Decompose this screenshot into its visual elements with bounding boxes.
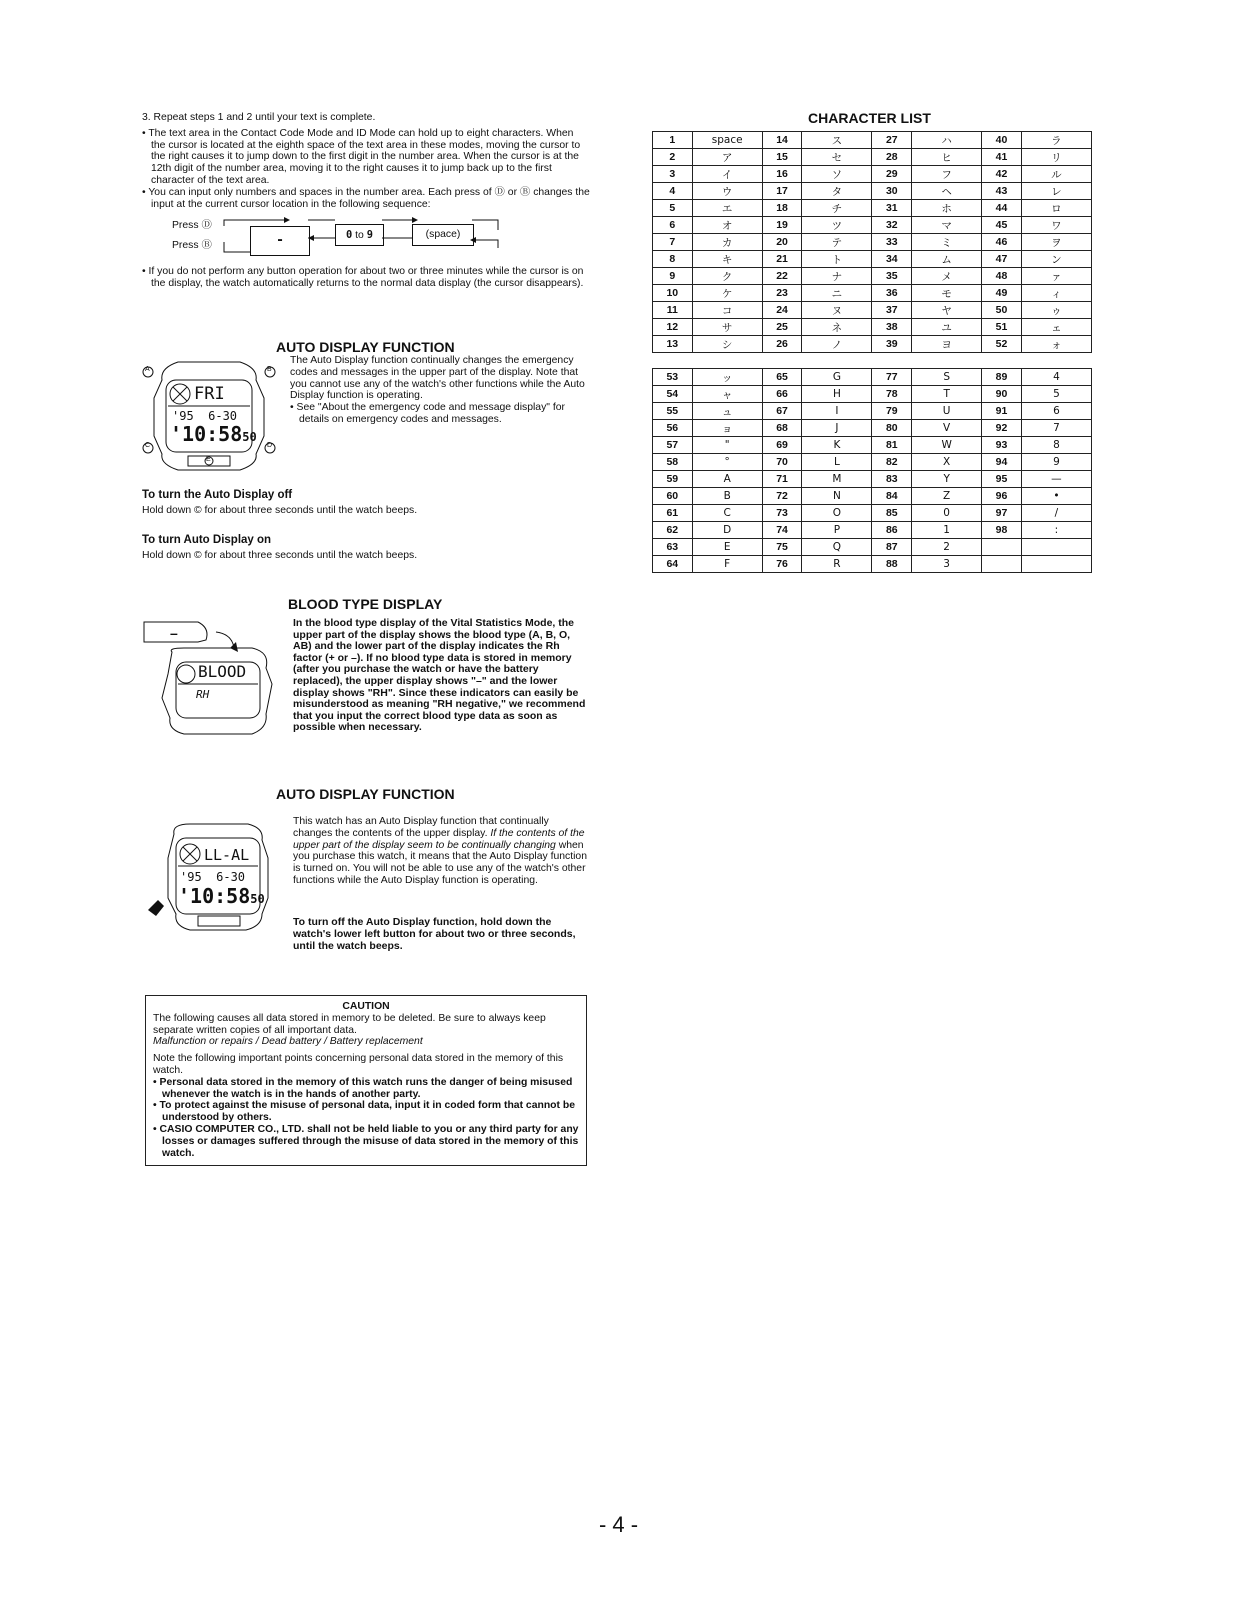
char-code: 2 (653, 149, 693, 166)
sequence-digits-box (335, 224, 384, 246)
char-code: 24 (762, 302, 802, 319)
char-glyph: 6 (1021, 403, 1091, 420)
char-glyph: ク (692, 268, 762, 285)
char-code: 3 (653, 166, 693, 183)
char-code: 89 (982, 369, 1022, 386)
char-glyph: チ (802, 200, 872, 217)
char-glyph: ャ (692, 386, 762, 403)
char-glyph: ス (802, 132, 872, 149)
seq-digit-9: 9 (366, 229, 373, 241)
char-code: 79 (872, 403, 912, 420)
watch-illustration-blood (140, 618, 280, 738)
table-row (653, 471, 1092, 488)
char-glyph: ネ (802, 319, 872, 336)
press-d-label: Press Ⓓ (172, 220, 212, 231)
char-code: 25 (762, 319, 802, 336)
char-code: 52 (982, 336, 1022, 353)
char-code (982, 539, 1022, 556)
char-code: 70 (762, 454, 802, 471)
table-row (653, 336, 1092, 353)
char-glyph: V (912, 420, 982, 437)
char-code: 86 (872, 522, 912, 539)
auto-display-on-heading: To turn Auto Display on (142, 534, 272, 546)
char-glyph: ノ (802, 336, 872, 353)
auto2-para-a: This watch has an Auto Display function that continually changes the contents of the upper display. (293, 816, 549, 839)
char-code: 18 (762, 200, 802, 217)
character-table-2 (652, 368, 1092, 573)
char-glyph: ッ (692, 369, 762, 386)
lcd-time-2-seconds: 50 (250, 892, 265, 906)
lcd-date-2: '95 6-30 (180, 870, 246, 884)
char-glyph: シ (692, 336, 762, 353)
lcd-time-seconds: 50 (242, 430, 257, 444)
char-code: 47 (982, 251, 1022, 268)
char-code: 81 (872, 437, 912, 454)
char-code: 85 (872, 505, 912, 522)
char-code: 57 (653, 437, 693, 454)
blood-dash-indicator: – (170, 625, 178, 641)
char-code: 50 (982, 302, 1022, 319)
char-glyph: T (912, 386, 982, 403)
top-instructions (142, 112, 590, 210)
char-glyph: ロ (1021, 200, 1091, 217)
char-glyph: K (802, 437, 872, 454)
char-code: 11 (653, 302, 693, 319)
auto-display-off-text: Hold down © for about three seconds until the watch beeps. (142, 505, 418, 516)
char-code: 94 (982, 454, 1022, 471)
char-glyph: 3 (912, 556, 982, 573)
auto-display-heading-1: AUTO DISPLAY FUNCTION (276, 339, 455, 355)
char-glyph: ヘ (912, 183, 982, 200)
char-glyph: ケ (692, 285, 762, 302)
char-glyph: 9 (1021, 454, 1091, 471)
char-glyph: ン (1021, 251, 1091, 268)
char-code: 95 (982, 471, 1022, 488)
char-glyph: ウ (692, 183, 762, 200)
char-glyph: レ (1021, 183, 1091, 200)
watch-illustration-2 (146, 822, 272, 932)
step-3: 3. Repeat steps 1 and 2 until your text is complete. (142, 112, 376, 123)
char-code: 92 (982, 420, 1022, 437)
table-row (653, 149, 1092, 166)
char-code: 14 (762, 132, 802, 149)
char-glyph: ヤ (912, 302, 982, 319)
char-glyph: ユ (912, 319, 982, 336)
char-code: 58 (653, 454, 693, 471)
char-code: 98 (982, 522, 1022, 539)
lcd-time (170, 422, 257, 446)
character-table-1 (652, 131, 1092, 353)
char-code: 67 (762, 403, 802, 420)
char-code: 26 (762, 336, 802, 353)
char-glyph: C (692, 505, 762, 522)
char-glyph: ヨ (912, 336, 982, 353)
auto-display-description-1 (290, 355, 586, 426)
char-code: 5 (653, 200, 693, 217)
char-glyph: I (802, 403, 872, 420)
page-number: - 4 - (598, 1512, 639, 1537)
char-glyph: B (692, 488, 762, 505)
char-glyph: フ (912, 166, 982, 183)
bullet-text-area: • The text area in the Contact Code Mode and ID Mode can hold up to eight characters. When the cursor is located at the eighth space of the text area in these modes, moving the cursor to the right causes it to jump down to the first digit in the number area. When the cursor is at the 12th digit of the number area, moving it to the right causes it to jump back up to the first character of the text area. (142, 127, 581, 186)
char-code: 96 (982, 488, 1022, 505)
char-glyph: Z (912, 488, 982, 505)
table-row (653, 539, 1092, 556)
table-row (653, 454, 1092, 471)
char-glyph: ア (692, 149, 762, 166)
char-code: 54 (653, 386, 693, 403)
char-code: 34 (872, 251, 912, 268)
caution-bullet-1: • Personal data stored in the memory of this watch runs the danger of being misused whenever the watch is in the hands of another party. (153, 1076, 573, 1100)
char-glyph: オ (692, 217, 762, 234)
char-code: 80 (872, 420, 912, 437)
caution-box (145, 995, 587, 1166)
press-b-label: Press Ⓑ (172, 240, 212, 251)
char-code: 84 (872, 488, 912, 505)
char-code: 9 (653, 268, 693, 285)
char-code: 72 (762, 488, 802, 505)
char-glyph: space (692, 132, 762, 149)
char-code: 93 (982, 437, 1022, 454)
char-glyph: イ (692, 166, 762, 183)
char-glyph: ナ (802, 268, 872, 285)
caution-p1: The following causes all data stored in memory to be deleted. Be sure to always keep separate written copies of all important data. (153, 1012, 546, 1036)
char-glyph: H (802, 386, 872, 403)
char-glyph: J (802, 420, 872, 437)
char-code: 23 (762, 285, 802, 302)
char-code: 42 (982, 166, 1022, 183)
caution-p1-italic: Malfunction or repairs / Dead battery / Battery replacement (153, 1036, 423, 1048)
char-glyph: • (1021, 488, 1091, 505)
auto-display-on-text: Hold down © for about three seconds until the watch beeps. (142, 550, 418, 561)
lcd-time-main: '10:58 (170, 422, 243, 446)
char-code: 87 (872, 539, 912, 556)
char-code: 76 (762, 556, 802, 573)
char-code: 13 (653, 336, 693, 353)
char-code: 51 (982, 319, 1022, 336)
char-glyph: ニ (802, 285, 872, 302)
sequence-space-box (412, 224, 474, 246)
char-code: 69 (762, 437, 802, 454)
char-glyph: " (692, 437, 762, 454)
char-code: 32 (872, 217, 912, 234)
char-glyph: 7 (1021, 420, 1091, 437)
char-glyph: ゥ (1021, 302, 1091, 319)
button-a-label: A (145, 366, 150, 373)
char-code: 78 (872, 386, 912, 403)
char-glyph: エ (692, 200, 762, 217)
char-glyph: M (802, 471, 872, 488)
char-code: 90 (982, 386, 1022, 403)
char-glyph: L (802, 454, 872, 471)
char-code: 71 (762, 471, 802, 488)
auto-display-description-2 (293, 816, 589, 887)
table-row (653, 268, 1092, 285)
char-code: 59 (653, 471, 693, 488)
char-glyph: W (912, 437, 982, 454)
table-row (653, 302, 1092, 319)
table-row (653, 437, 1092, 454)
char-code: 64 (653, 556, 693, 573)
char-code: 91 (982, 403, 1022, 420)
table-row (653, 505, 1092, 522)
char-code: 39 (872, 336, 912, 353)
char-code: 63 (653, 539, 693, 556)
char-glyph: S (912, 369, 982, 386)
char-code: 82 (872, 454, 912, 471)
caution-p2: Note the following important points concerning personal data stored in the memory of this watch. (153, 1053, 564, 1076)
char-glyph: ヌ (802, 302, 872, 319)
char-glyph: ソ (802, 166, 872, 183)
char-glyph: O (802, 505, 872, 522)
button-c-label: C (145, 442, 151, 449)
seq-to: to (352, 230, 367, 241)
char-glyph: P (802, 522, 872, 539)
char-code: 19 (762, 217, 802, 234)
char-code: 20 (762, 234, 802, 251)
char-glyph: タ (802, 183, 872, 200)
char-code: 15 (762, 149, 802, 166)
char-code: 21 (762, 251, 802, 268)
char-code: 43 (982, 183, 1022, 200)
table-row (653, 369, 1092, 386)
char-glyph: N (802, 488, 872, 505)
caution-title: CAUTION (342, 1001, 390, 1012)
char-glyph: ェ (1021, 319, 1091, 336)
char-glyph: X (912, 454, 982, 471)
char-glyph: メ (912, 268, 982, 285)
seq-digit-0: 0 (346, 229, 353, 241)
char-glyph: ュ (692, 403, 762, 420)
auto1-para: The Auto Display function continually changes the emergency codes and messages in the upper part of the display. Note that you cannot use any of the watch's other functions while the Auto Display function is operating. (290, 355, 585, 402)
table-row (653, 556, 1092, 573)
char-code: 22 (762, 268, 802, 285)
char-glyph: A (692, 471, 762, 488)
char-glyph: Q (802, 539, 872, 556)
char-code: 46 (982, 234, 1022, 251)
char-glyph: ラ (1021, 132, 1091, 149)
char-code: 97 (982, 505, 1022, 522)
char-glyph: 1 (912, 522, 982, 539)
char-code: 73 (762, 505, 802, 522)
char-glyph: ォ (1021, 336, 1091, 353)
char-glyph: R (802, 556, 872, 573)
char-code: 31 (872, 200, 912, 217)
caution-bullet-3: • CASIO COMPUTER CO., LTD. shall not be held liable to you or any third party for any losses or damages suffered through the misuse of data stored in the memory of this watch. (153, 1123, 579, 1159)
char-code: 27 (872, 132, 912, 149)
char-code: 48 (982, 268, 1022, 285)
lcd-rh: RH (196, 688, 210, 701)
table-row (653, 285, 1092, 302)
char-code: 36 (872, 285, 912, 302)
char-glyph: キ (692, 251, 762, 268)
char-code: 7 (653, 234, 693, 251)
table-row (653, 234, 1092, 251)
char-glyph: ミ (912, 234, 982, 251)
char-glyph: : (1021, 522, 1091, 539)
char-glyph: ワ (1021, 217, 1091, 234)
char-glyph: ° (692, 454, 762, 471)
char-code: 41 (982, 149, 1022, 166)
char-code: 10 (653, 285, 693, 302)
seq-space: (space) (425, 229, 461, 240)
char-code: 74 (762, 522, 802, 539)
char-code: 17 (762, 183, 802, 200)
table-row (653, 386, 1092, 403)
char-glyph: 8 (1021, 437, 1091, 454)
char-code: 40 (982, 132, 1022, 149)
char-code: 38 (872, 319, 912, 336)
bullet-number-area: • You can input only numbers and spaces in the number area. Each press of Ⓓ or Ⓑ changes the input at the current cursor location in the following sequence: (142, 186, 590, 210)
char-code: 61 (653, 505, 693, 522)
char-glyph: コ (692, 302, 762, 319)
bullet-timeout: • If you do not perform any button operation for about two or three minutes while the cursor is on the display, the watch automatically returns to the normal data display (the cursor disappears). (142, 266, 584, 289)
lcd-time-2 (178, 884, 265, 908)
char-glyph: ハ (912, 132, 982, 149)
sequence-dash-box (250, 226, 310, 256)
char-glyph: U (912, 403, 982, 420)
char-glyph: モ (912, 285, 982, 302)
input-sequence-diagram (172, 216, 512, 262)
seq-dash: - (277, 231, 283, 248)
char-code: 68 (762, 420, 802, 437)
char-glyph: ィ (1021, 285, 1091, 302)
char-code: 88 (872, 556, 912, 573)
table-row (653, 217, 1092, 234)
auto-display-off-heading: To turn the Auto Display off (142, 489, 293, 501)
char-code: 75 (762, 539, 802, 556)
auto-display-heading-2: AUTO DISPLAY FUNCTION (276, 786, 455, 802)
char-glyph: E (692, 539, 762, 556)
char-code: 66 (762, 386, 802, 403)
table-row (653, 200, 1092, 217)
char-code: 49 (982, 285, 1022, 302)
char-glyph: 2 (912, 539, 982, 556)
char-glyph: リ (1021, 149, 1091, 166)
button-d-label: D (267, 442, 273, 449)
char-code: 62 (653, 522, 693, 539)
char-glyph: ョ (692, 420, 762, 437)
char-glyph: ム (912, 251, 982, 268)
caution-bullet-2: • To protect against the misuse of personal data, input it in coded form that cannot be understood by others. (153, 1100, 575, 1124)
char-glyph: — (1021, 471, 1091, 488)
auto1-see-note: • See "About the emergency code and message display" for details on emergency codes and messages. (290, 402, 565, 425)
character-list-title: CHARACTER LIST (808, 110, 931, 126)
char-glyph: セ (802, 149, 872, 166)
char-code: 53 (653, 369, 693, 386)
auto2-para-italic: If the contents of the upper part of the display seem to be continually changing (293, 827, 585, 851)
char-code: 29 (872, 166, 912, 183)
blood-type-text: In the blood type display of the Vital Statistics Mode, the upper part of the display shows the blood type (A, B, O, AB) and the lower part of the display indicates the Rh factor (+ or –). If no blood type data is stored in memory (after you purchase the watch or have the battery replaced), the upper display shows "–" and the lower display shows "RH". Since these indicators can easily be misunderstood as meaning "RH negative," we recommend that you input the correct blood type data as soon as possible when necessary. (293, 617, 586, 734)
lcd-top-fri: FRI (194, 384, 225, 404)
table-row (653, 166, 1092, 183)
table-row (653, 403, 1092, 420)
lcd-time-2-main: '10:58 (178, 884, 251, 908)
table-row (653, 488, 1092, 505)
char-glyph: ツ (802, 217, 872, 234)
char-code: 16 (762, 166, 802, 183)
char-glyph: / (1021, 505, 1091, 522)
char-glyph: サ (692, 319, 762, 336)
table-row (653, 251, 1092, 268)
char-glyph: 0 (912, 505, 982, 522)
lcd-date: '95 6-30 (172, 409, 238, 423)
char-code: 8 (653, 251, 693, 268)
char-glyph: F (692, 556, 762, 573)
table-row (653, 522, 1092, 539)
char-code (982, 556, 1022, 573)
char-glyph (1021, 556, 1091, 573)
char-code: 28 (872, 149, 912, 166)
table-row (653, 132, 1092, 149)
auto2-para-b: when you purchase this watch, it means that the Auto Display function is turned on. You will not be able to use any of the watch's other functions while the Auto Display function is operating. (293, 839, 587, 886)
char-glyph: G (802, 369, 872, 386)
char-code: 35 (872, 268, 912, 285)
char-code: 1 (653, 132, 693, 149)
char-glyph (1021, 539, 1091, 556)
char-code: 83 (872, 471, 912, 488)
char-glyph: ヲ (1021, 234, 1091, 251)
char-glyph: ホ (912, 200, 982, 217)
char-code: 60 (653, 488, 693, 505)
char-code: 37 (872, 302, 912, 319)
char-code: 12 (653, 319, 693, 336)
lcd-ll-al: LL-AL (204, 846, 250, 864)
char-glyph: マ (912, 217, 982, 234)
watch-illustration-1 (140, 358, 276, 474)
char-code: 45 (982, 217, 1022, 234)
char-code: 6 (653, 217, 693, 234)
char-glyph: テ (802, 234, 872, 251)
char-glyph: ァ (1021, 268, 1091, 285)
char-code: 55 (653, 403, 693, 420)
blood-type-heading: BLOOD TYPE DISPLAY (288, 596, 443, 612)
char-glyph: ト (802, 251, 872, 268)
table-row (653, 420, 1092, 437)
char-code: 44 (982, 200, 1022, 217)
char-code: 30 (872, 183, 912, 200)
char-code: 33 (872, 234, 912, 251)
char-glyph: 5 (1021, 386, 1091, 403)
auto2-bold-instruction: To turn off the Auto Display function, hold down the watch's lower left button for about two or three seconds, until the watch beeps. (293, 916, 576, 952)
button-e-label: E (206, 456, 211, 463)
char-code: 4 (653, 183, 693, 200)
char-glyph: ル (1021, 166, 1091, 183)
char-code: 56 (653, 420, 693, 437)
lcd-blood: BLOOD (198, 662, 247, 681)
char-glyph: カ (692, 234, 762, 251)
char-glyph: D (692, 522, 762, 539)
button-b-label: B (267, 366, 272, 373)
char-glyph: Y (912, 471, 982, 488)
char-glyph: ヒ (912, 149, 982, 166)
char-code: 77 (872, 369, 912, 386)
char-glyph: 4 (1021, 369, 1091, 386)
char-code: 65 (762, 369, 802, 386)
table-row (653, 183, 1092, 200)
table-row (653, 319, 1092, 336)
